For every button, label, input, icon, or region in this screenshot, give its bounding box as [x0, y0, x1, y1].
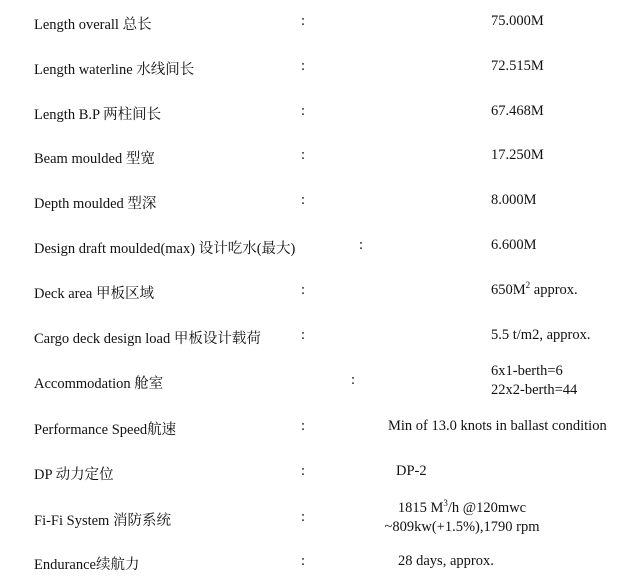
separator-colon: : [351, 372, 356, 388]
value-main: 1815 M [397, 500, 444, 516]
spec-label: Accommodation 舱室 [34, 376, 164, 392]
spec-row-endurance [0, 543, 626, 583]
spec-value [372, 499, 552, 537]
spec-label: Length B.P 两柱间长 [34, 107, 162, 123]
spec-row-cargo-deck-load [0, 317, 626, 357]
spec-label: Design draft moulded(max) 设计吃水(最大) [34, 241, 296, 257]
spec-value: 5.5 t/m2, approx. [491, 327, 591, 343]
spec-row-deck-area [0, 272, 626, 312]
spec-value: 17.250M [491, 147, 544, 163]
spec-row-length-waterline [0, 48, 626, 88]
value-line-2: 22x2-berth=44 [491, 382, 578, 398]
value-superscript: 3 [443, 498, 448, 509]
spec-value: DP-2 [396, 463, 427, 479]
spec-row-performance-speed [0, 408, 626, 448]
spec-row-beam-moulded [0, 137, 626, 177]
spec-label: Fi-Fi System 消防系统 [34, 513, 171, 529]
spec-row-design-draft [0, 227, 626, 267]
separator-colon: : [301, 147, 306, 163]
spec-label: Performance Speed航速 [34, 422, 177, 438]
value-tail: approx. [530, 282, 578, 298]
value-tail: /h @120mwc [447, 500, 527, 516]
spec-label: Cargo deck design load 甲板设计载荷 [34, 331, 261, 347]
separator-colon: : [301, 192, 306, 208]
spec-value: 67.468M [491, 103, 544, 119]
spec-row-accommodation [0, 362, 626, 404]
spec-label: Endurance续航力 [34, 557, 140, 573]
spec-value: 72.515M [491, 58, 544, 74]
spec-value: 8.000M [491, 192, 537, 208]
value-line-1 [398, 500, 526, 516]
spec-row-length-bp [0, 93, 626, 133]
spec-row-length-overall [0, 3, 626, 43]
separator-colon: : [301, 418, 306, 434]
spec-label: Deck area 甲板区域 [34, 286, 154, 302]
spec-label: Length overall 总长 [34, 17, 152, 33]
spec-value: 75.000M [491, 13, 544, 29]
spec-value [491, 362, 577, 400]
spec-row-fifi-system [0, 497, 626, 541]
separator-colon: : [301, 327, 306, 343]
separator-colon: : [301, 13, 306, 29]
separator-colon: : [301, 282, 306, 298]
value-line-2: ~809kw(+1.5%),1790 rpm [384, 519, 540, 535]
separator-colon: : [301, 553, 306, 569]
value-main: 650M [491, 282, 526, 298]
spec-label: DP 动力定位 [34, 467, 114, 483]
spec-label: Length waterline 水线间长 [34, 62, 195, 78]
spec-label: Beam moulded 型宽 [34, 151, 155, 167]
spec-value: 6.600M [491, 237, 537, 253]
separator-colon: : [301, 463, 306, 479]
separator-colon: : [301, 509, 306, 525]
separator-colon: : [301, 58, 306, 74]
spec-value [491, 282, 578, 299]
separator-colon: : [301, 103, 306, 119]
spec-row-depth-moulded [0, 182, 626, 222]
spec-value: 28 days, approx. [398, 553, 494, 569]
spec-value: Min of 13.0 knots in ballast condition [388, 418, 607, 434]
spec-row-dp [0, 453, 626, 493]
value-superscript: 2 [525, 280, 531, 291]
value-line-1: 6x1-berth=6 [491, 363, 563, 379]
spec-label: Depth moulded 型深 [34, 196, 157, 212]
separator-colon: : [359, 237, 364, 253]
